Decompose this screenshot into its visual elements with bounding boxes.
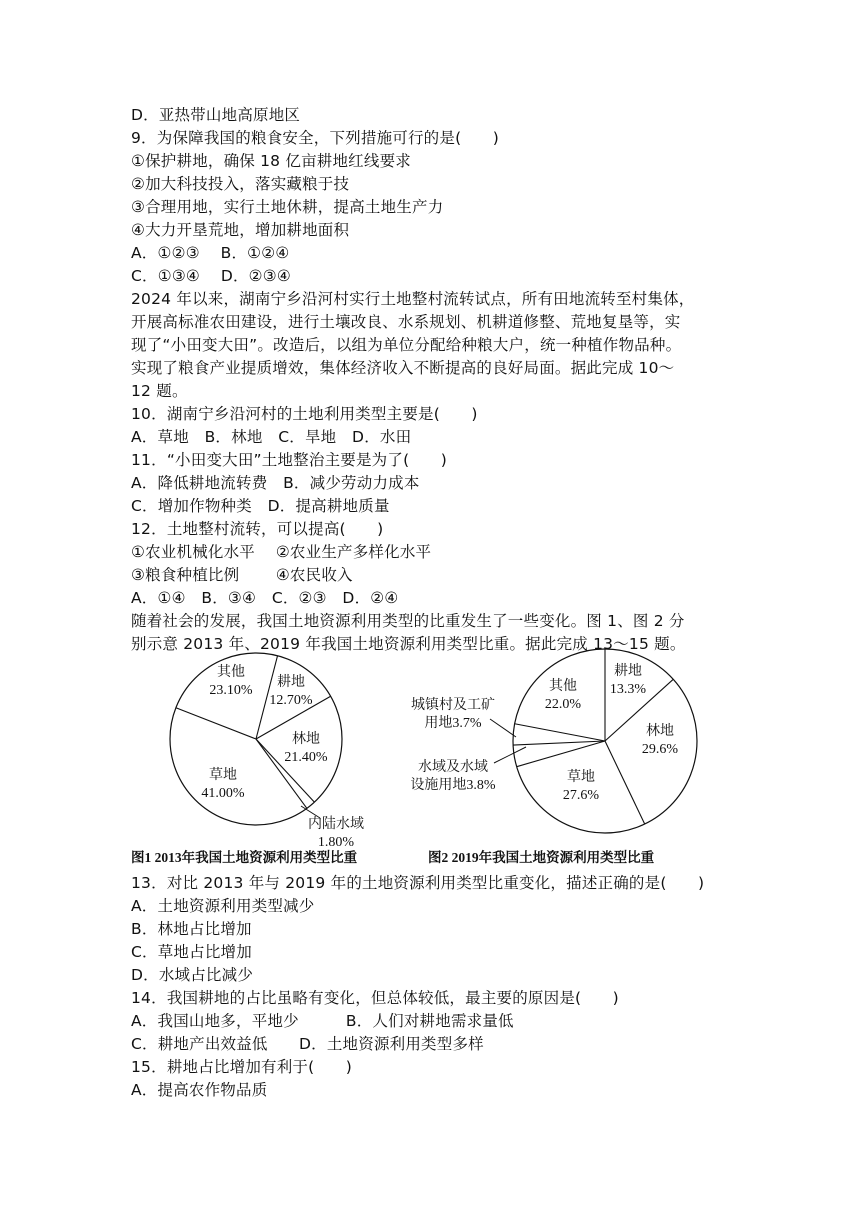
text-line: A．①④ B．③④ C．②③ D．②④ — [131, 589, 399, 607]
pie-slice-boundary — [605, 741, 645, 824]
passage-line: 12 题。 — [131, 382, 188, 400]
slice-label: 草地 — [567, 770, 595, 785]
slice-value: 13.3% — [609, 682, 647, 697]
slice-label: 林地 — [646, 724, 674, 739]
slice-label: 耕地 — [277, 675, 305, 690]
slice-value: 41.00% — [201, 786, 245, 801]
figure-1-caption: 图1 2013年我国土地资源利用类型比重 — [131, 850, 358, 865]
passage-line: 开展高标准农田建设，进行土壤改良、水系规划、机耕道修整、荒地复垦等，实 — [131, 313, 681, 331]
figure-2-caption: 图2 2019年我国土地资源利用类型比重 — [428, 850, 655, 865]
pie-chart-2013 — [131, 650, 431, 872]
passage-line: 别示意 2013 年、2019 年我国土地资源利用类型比重。据此完成 13～15 题。 — [131, 635, 686, 653]
pie-slice-boundary — [515, 724, 605, 741]
slice-value: 23.10% — [209, 683, 253, 698]
text-line: ③粮食种植比例 ④农民收入 — [131, 566, 353, 584]
text-line: C．①③④ D．②③④ — [131, 267, 291, 285]
passage-line: 实现了粮食产业提质增效，集体经济收入不断提高的良好局面。据此完成 10～ — [131, 359, 675, 377]
text-line: A．降低耕地流转费 B．减少劳动力成本 — [131, 474, 420, 492]
text-line: C．增加作物种类 D．提高耕地质量 — [131, 497, 390, 515]
slice-label: 内陆水域 — [308, 817, 364, 832]
slice-label: 用地3.7% — [424, 716, 482, 731]
figure-1 — [131, 650, 431, 872]
text-line: A．土地资源利用类型减少 — [131, 897, 315, 915]
question-14: 14．我国耕地的占比虽略有变化，但总体较低，最主要的原因是( ) — [131, 989, 619, 1007]
text-line: A．我国山地多，平地少 B．人们对耕地需求量低 — [131, 1012, 514, 1030]
pie-chart-2019 — [398, 645, 718, 872]
passage-line: 现了“小田变大田”。改造后，以组为单位分配给种粮大户，统一种植作物品种。 — [131, 336, 682, 354]
leader-line — [490, 719, 516, 737]
text-line: A．①②③ B．①②④ — [131, 244, 290, 262]
question-9: 9．为保障我国的粮食安全，下列措施可行的是( ) — [131, 129, 499, 147]
slice-label: 其他 — [549, 679, 577, 694]
text-line: ④大力开垦荒地，增加耕地面积 — [131, 221, 350, 239]
question-15: 15．耕地占比增加有利于( ) — [131, 1058, 353, 1076]
leader-line — [494, 747, 526, 763]
question-12: 12．土地整村流转，可以提高( ) — [131, 520, 384, 538]
text-line: ②加大科技投入，落实藏粮于技 — [131, 175, 350, 193]
text-line: D．亚热带山地高原地区 — [131, 106, 301, 124]
slice-label: 其他 — [217, 665, 245, 680]
pie-slice-boundary — [256, 739, 314, 802]
slice-value: 27.6% — [562, 788, 600, 803]
text-line: B．林地占比增加 — [131, 920, 252, 938]
pie-slice-boundary — [176, 708, 256, 739]
text-line: ①保护耕地，确保 18 亿亩耕地红线要求 — [131, 152, 411, 170]
passage-line: 2024 年以来，湖南宁乡沿河村实行土地整村流转试点，所有田地流转至村集体， — [131, 290, 695, 308]
slice-value: 12.70% — [269, 693, 313, 708]
question-13: 13．对比 2013 年与 2019 年的土地资源利用类型比重变化，描述正确的是( ) — [131, 874, 705, 892]
slice-label: 城镇村及工矿 — [411, 698, 495, 713]
slice-value: 22.0% — [544, 697, 582, 712]
question-10: 10．湖南宁乡沿河村的土地利用类型主要是( ) — [131, 405, 478, 423]
slice-label: 设施用地3.8% — [410, 778, 496, 793]
question-11: 11．“小田变大田”土地整治主要是为了( ) — [131, 451, 447, 469]
slice-label: 水域及水域 — [418, 760, 488, 775]
slice-label: 耕地 — [614, 664, 642, 679]
text-line: ③合理用地，实行土地休耕，提高土地生产力 — [131, 198, 444, 216]
slice-value: 1.80% — [317, 835, 355, 850]
text-line: C．耕地产出效益低 D．土地资源利用类型多样 — [131, 1035, 484, 1053]
text-line: D．水域占比减少 — [131, 966, 254, 984]
text-line: C．草地占比增加 — [131, 943, 252, 961]
slice-value: 21.40% — [284, 750, 328, 765]
slice-label: 草地 — [209, 768, 237, 783]
slice-label: 林地 — [292, 732, 320, 747]
text-line: ①农业机械化水平 ②农业生产多样化水平 — [131, 543, 432, 561]
text-line: A．提高农作物品质 — [131, 1081, 268, 1099]
slice-value: 29.6% — [641, 742, 679, 757]
passage-line: 随着社会的发展，我国土地资源利用类型的比重发生了一些变化。图 1、图 2 分 — [131, 612, 685, 630]
text-line: A．草地 B．林地 C．旱地 D．水田 — [131, 428, 412, 446]
figure-2 — [398, 645, 718, 872]
